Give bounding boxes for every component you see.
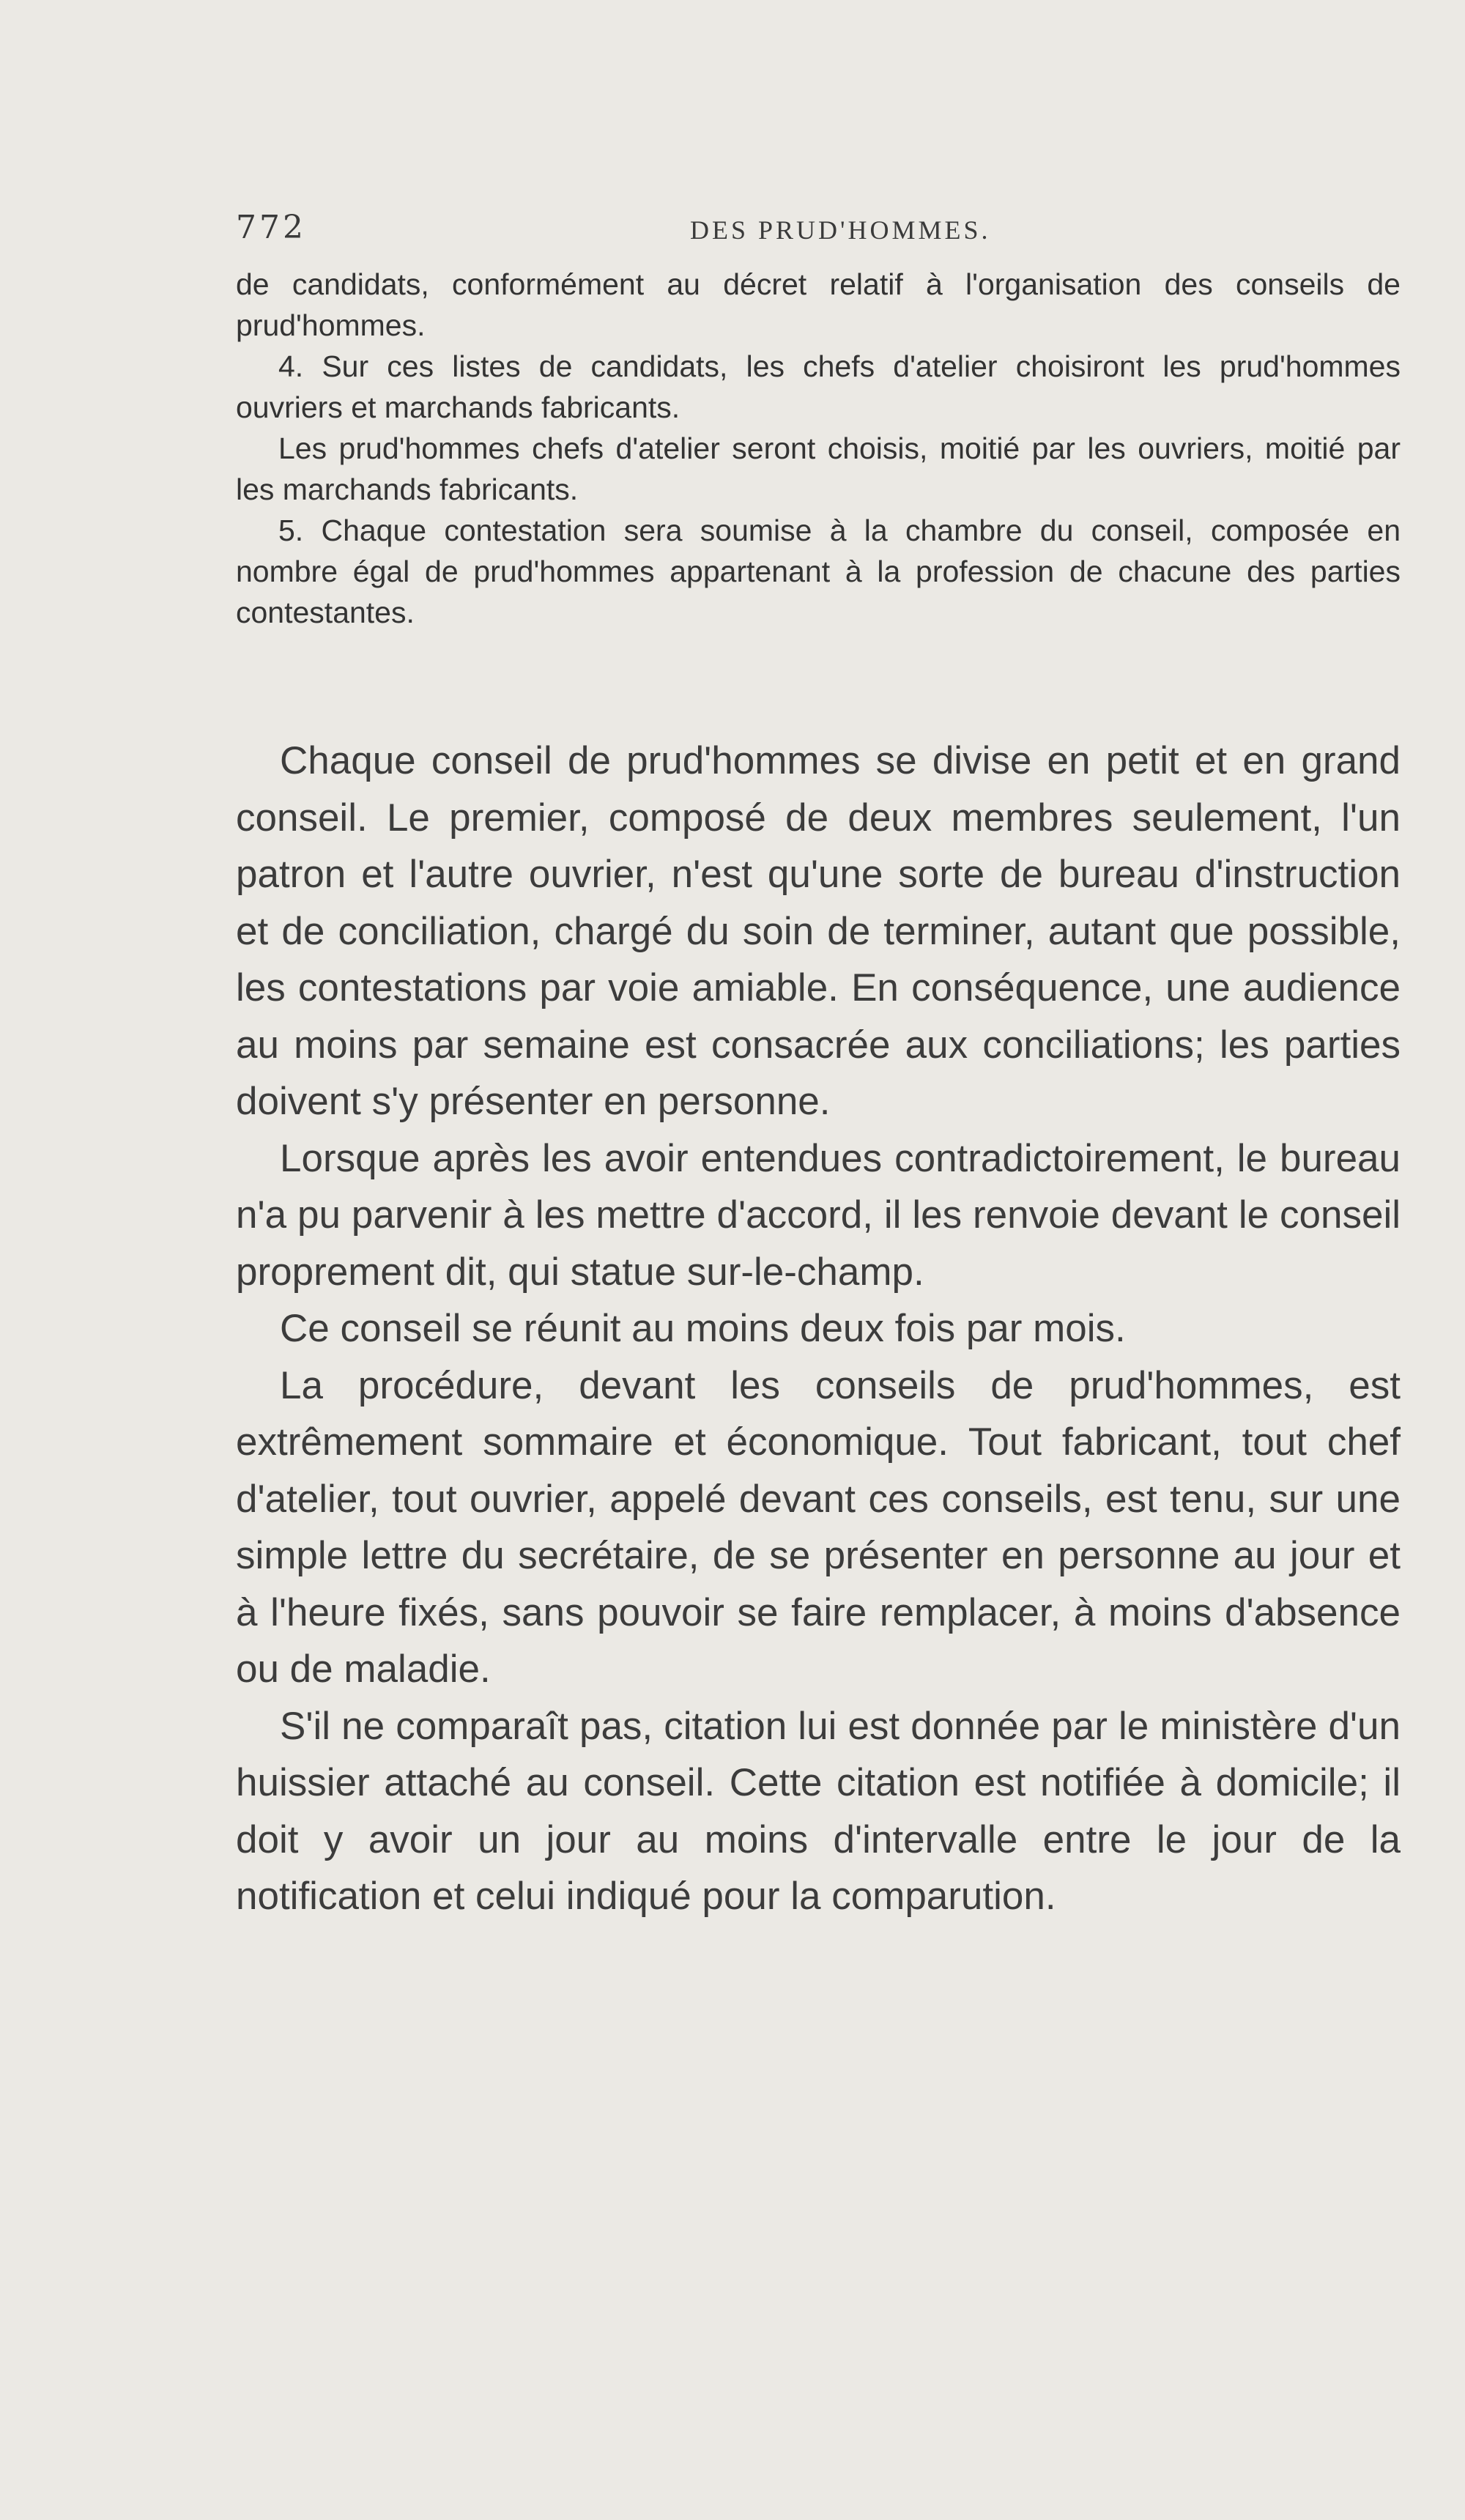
- small-paragraph-2: 4. Sur ces listes de candidats, les chefs d'atelier choisiront les prud'hommes ouvriers et marchands fabricants.: [236, 349, 1401, 424]
- small-paragraph-4: 5. Chaque contestation sera soumise à la chambre du conseil, composée en nombre égal de prud'hommes appartenant à la profession de chacune des parties contestantes.: [236, 514, 1401, 629]
- body-paragraph-3: Ce conseil se réunit au moins deux fois par mois.: [280, 1307, 1126, 1350]
- page-number: 772: [236, 209, 306, 246]
- page-header: [236, 209, 1408, 253]
- small-paragraph-3: Les prud'hommes chefs d'atelier seront choisis, moitié par les ouvriers, moitié par les marchands fabricants.: [236, 431, 1401, 506]
- body-paragraph-4: La procédure, devant les conseils de prud'hommes, est extrêmement sommaire et économique. Tout fabricant, tout chef d'atelier, tout ouvrier, appelé devant ces conseils, est tenu, sur une simple lettre du secrétaire, de se présenter en personne au jour et à l'heure fixés, sans pouvoir se faire remplacer, à moins d'absence ou de maladie.: [236, 1363, 1401, 1691]
- body-paragraph-1: Chaque conseil de prud'hommes se divise en petit et en grand conseil. Le premier, composé de deux membres seulement, l'un patron et l'autre ouvrier, n'est qu'une sorte de bureau d'instruction et de conciliation, chargé du soin de terminer, autant que possible, les contestations par voie amiable. En conséquence, une audience au moins par semaine est consacrée aux conciliations; les parties doivent s'y présenter en personne.: [236, 739, 1401, 1123]
- main-body-text: [236, 733, 1401, 1925]
- quoted-decree-text: [236, 264, 1401, 633]
- small-paragraph-1: de candidats, conformément au décret relatif à l'organisation des conseils de prud'hommes.: [236, 267, 1401, 342]
- body-paragraph-5: S'il ne comparaît pas, citation lui est donnée par le ministère d'un huissier attaché au conseil. Cette citation est notifiée à domicile; il doit y avoir un jour au moins d'intervalle entre le jour de la notification et celui indiqué pour la comparution.: [236, 1704, 1401, 1918]
- body-paragraph-2: Lorsque après les avoir entendues contradictoirement, le bureau n'a pu parvenir à les mettre d'accord, il les renvoie devant le conseil proprement dit, qui statue sur-le-champ.: [236, 1136, 1401, 1294]
- running-head: DES PRUD'HOMMES.: [690, 215, 991, 245]
